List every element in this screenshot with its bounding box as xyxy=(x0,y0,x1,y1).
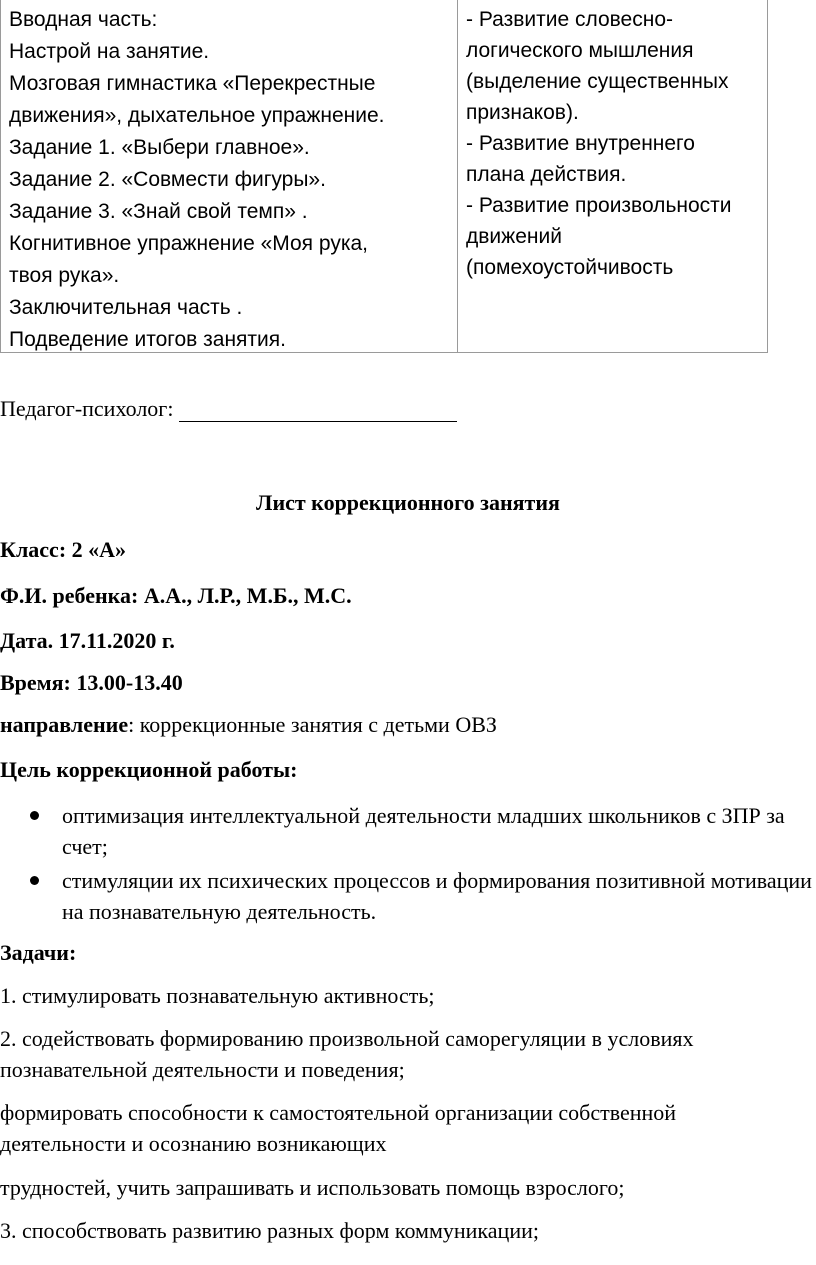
goal-line: признаков). xyxy=(466,101,579,124)
goal-line: логического мышления xyxy=(466,39,694,62)
goal-heading: Цель коррекционной работы: xyxy=(0,757,298,782)
task-extra-line: деятельности и осознанию возникающих xyxy=(0,1131,387,1156)
stage-line: Когнитивное упражнение «Моя рука, xyxy=(9,232,368,255)
list-item xyxy=(0,865,816,927)
task-2-line: познавательной деятельности и поведения; xyxy=(0,1057,405,1082)
goal-line: - Развитие словесно- xyxy=(466,8,673,31)
bullet-icon xyxy=(30,811,39,820)
lesson-plan-table xyxy=(0,0,768,353)
stage-line: Мозговая гимнастика «Перекрестные xyxy=(9,72,376,95)
goal-line: - Развитие внутреннего xyxy=(466,132,695,155)
time-field: Время: 13.00-13.40 xyxy=(0,670,183,695)
direction-label: направление xyxy=(0,712,129,737)
stage-line: Задание 1. «Выбери главное». xyxy=(9,136,310,159)
task-1: 1. стимулировать познавательную активность; xyxy=(0,983,435,1008)
goal-line: плана действия. xyxy=(466,163,627,186)
list-item xyxy=(0,800,816,862)
stage-line: Вводная часть: xyxy=(9,8,158,31)
stage-line: Задание 2. «Совмести фигуры». xyxy=(9,168,326,191)
lesson-stages-cell xyxy=(1,0,458,352)
task-extra-line: трудностей, учить запрашивать и использовать помощь взрослого; xyxy=(0,1175,625,1200)
goal-line: движений xyxy=(466,225,562,248)
task-3: 3. способствовать развитию разных форм коммуникации; xyxy=(0,1218,539,1243)
stage-line: Заключительная часть . xyxy=(9,296,243,319)
stage-line: Подведение итогов занятия. xyxy=(9,328,286,351)
direction-line xyxy=(0,712,497,738)
bullet-text: стимуляции их психических процессов и формирования позитивной мотивации на познавательную деятельность. xyxy=(62,868,812,924)
teacher-signature-line xyxy=(0,396,457,422)
goal-line: (выделение существенных xyxy=(466,70,729,93)
stage-line: твоя рука». xyxy=(9,264,120,287)
date-field: Дата. 17.11.2020 г. xyxy=(0,628,175,653)
bullet-icon xyxy=(30,876,39,885)
goal-line: - Развитие произвольности xyxy=(466,194,732,217)
lesson-goals-cell xyxy=(458,0,767,352)
bullet-text: оптимизация интеллектуальной деятельности младших школьников с ЗПР за счет; xyxy=(62,803,785,859)
task-extra-line: формировать способности к самостоятельной организации собственной xyxy=(0,1100,677,1125)
child-names-field: Ф.И. ребенка: А.А., Л.Р., М.Б., М.С. xyxy=(0,583,352,608)
direction-text: : коррекционные занятия с детьми ОВЗ xyxy=(128,712,497,737)
teacher-label: Педагог-психолог: xyxy=(0,396,174,421)
class-field: Класс: 2 «А» xyxy=(0,537,127,562)
task-2-line: 2. содействовать формированию произвольной саморегуляции в условиях xyxy=(0,1026,694,1051)
sheet-title: Лист коррекционного занятия xyxy=(256,490,560,515)
stage-line: Настрой на занятие. xyxy=(9,40,210,63)
stage-line: Задание 3. «Знай свой темп» . xyxy=(9,200,308,223)
goal-line: (помехоустойчивость xyxy=(466,256,674,279)
goal-bullet-list xyxy=(0,800,816,930)
signature-blank xyxy=(179,399,457,422)
tasks-heading: Задачи: xyxy=(0,940,77,965)
stage-line: движения», дыхательное упражнение. xyxy=(9,104,385,127)
